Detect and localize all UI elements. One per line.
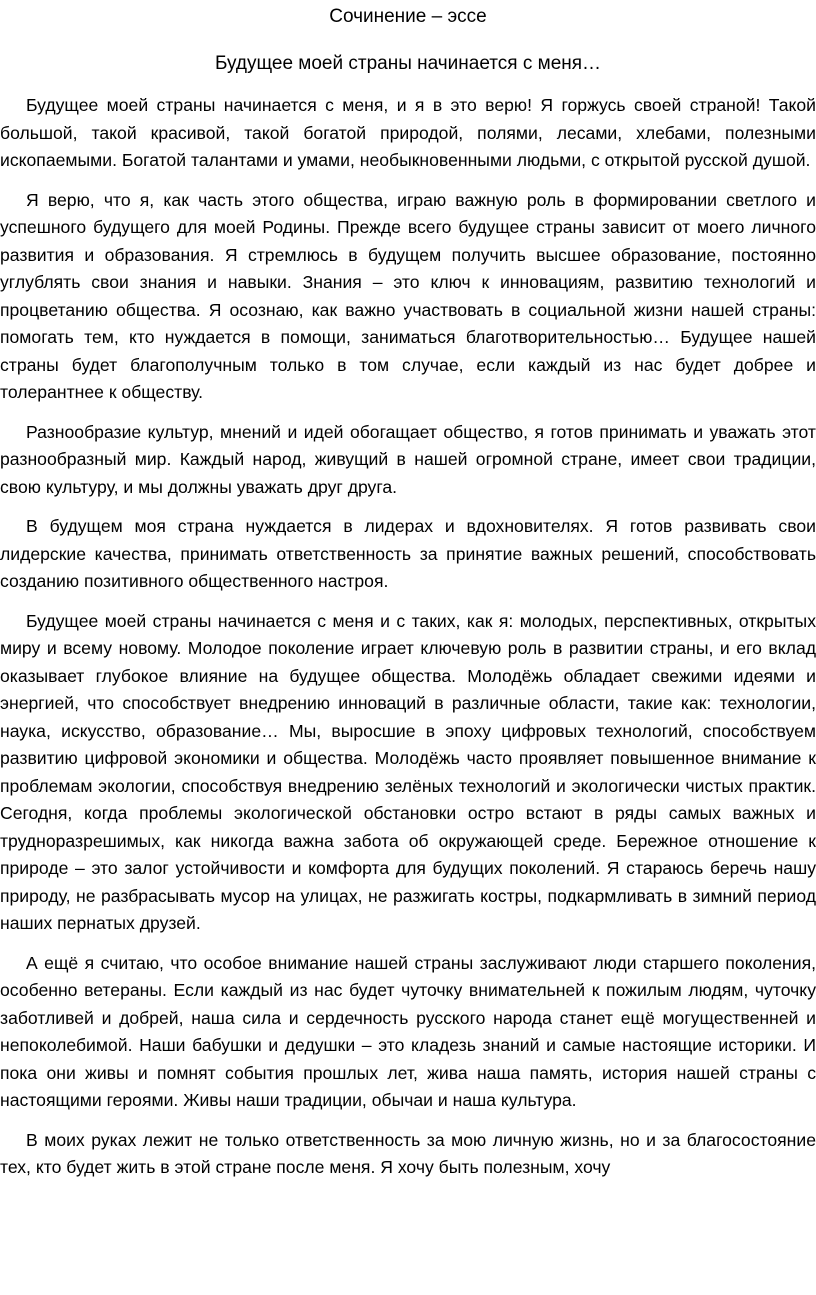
paragraph-3: Разнообразие культур, мнений и идей обогащает общество, я готов принимать и уважать этот разнообразный мир. Каждый народ, живущий в нашей огромной стране, имеет свои традиции, свою культуру, и мы должны уважать друг друга.: [0, 421, 816, 497]
essay-body: [0, 92, 816, 1194]
document-title: Сочинение – эссе: [329, 6, 487, 27]
paragraph-7: В моих руках лежит не только ответственность за мою личную жизнь, но и за благосостояние тех, кто будет жить в этой стране после меня. Я хочу быть полезным, хочу: [0, 1129, 816, 1177]
paragraph-1: Будущее моей страны начинается с меня, и я в это верю! Я горжусь своей страной! Такой большой, такой красивой, такой богатой природой, полями, лесами, хлебами, полезными ископаемыми. Богатой талантами и умами, необыкновенными людьми, с открытой русской душой.: [0, 95, 816, 170]
paragraph-5: Будущее моей страны начинается с меня и с таких, как я: молодых, перспективных, открытых миру и всему новому. Молодое поколение играет ключевую роль в развитии страны, и его вклад оказывает глубокое влияние на будущее общества. Молодёжь обладает свежими идеями и энергией, что способствует внедрению инноваций в различные области, такие как: технологии, наука, искусство, образование… Мы, выросшие в эпоху цифровых технологий, способствуем развитию цифровой экономики и общества. Молодёжь часто проявляет повышенное внимание к проблемам экологии, способствуя внедрению зелёных технологий и экологически чистых практик. Сегодня, когда проблемы экологической обстановки остро встают в ряды самых важных и трудноразрешимых, как никогда важна забота об окружающей среде. Бережное отношение к природе – это залог устойчивости и комфорта для будущих поколений. Я стараюсь беречь нашу природу, не разбрасывать мусор на улицах, не разжигать костры, подкармливать в зимний период наших пернатых друзей.: [0, 610, 816, 933]
paragraph-4: В будущем моя страна нуждается в лидерах и вдохновителях. Я готов развивать свои лидерские качества, принимать ответственность за принятие важных решений, способствовать созданию позитивного общественного настроя.: [0, 516, 816, 591]
paragraph-2: Я верю, что я, как часть этого общества, играю важную роль в формировании светлого и успешного будущего для моей Родины. Прежде всего будущее страны зависит от моего личного развития и образования. Я стремлюсь в будущем получить высшее образование, постоянно углублять свои знания и навыки. Знания – это ключ к инновациям, развитию технологий и процветанию общества. Я осознаю, как важно участвовать в социальной жизни нашей страны: помогать тем, кто нуждается в помощи, заниматься благотворительностью… Будущее нашей страны будет благополучным только в том случае, если каждый из нас будет добрее и толерантнее к обществу.: [0, 189, 816, 402]
document-subtitle: Будущее моей страны начинается с меня…: [214, 53, 602, 74]
paragraph-6: А ещё я считаю, что особое внимание нашей страны заслуживают люди старшего поколения, особенно ветераны. Если каждый из нас будет чуточку внимательней к пожилым людям, чуточку заботливей и добрей, наша сила и сердечность русского народа станет ещё могущественней и непоколебимой. Наши бабушки и дедушки – это кладезь знаний и самые настоящие историки. И пока они живы и помнят события прошлых лет, жива наша память, история нашей страны с настоящими героями. Живы наши традиции, обычаи и наша культура.: [0, 952, 816, 1110]
